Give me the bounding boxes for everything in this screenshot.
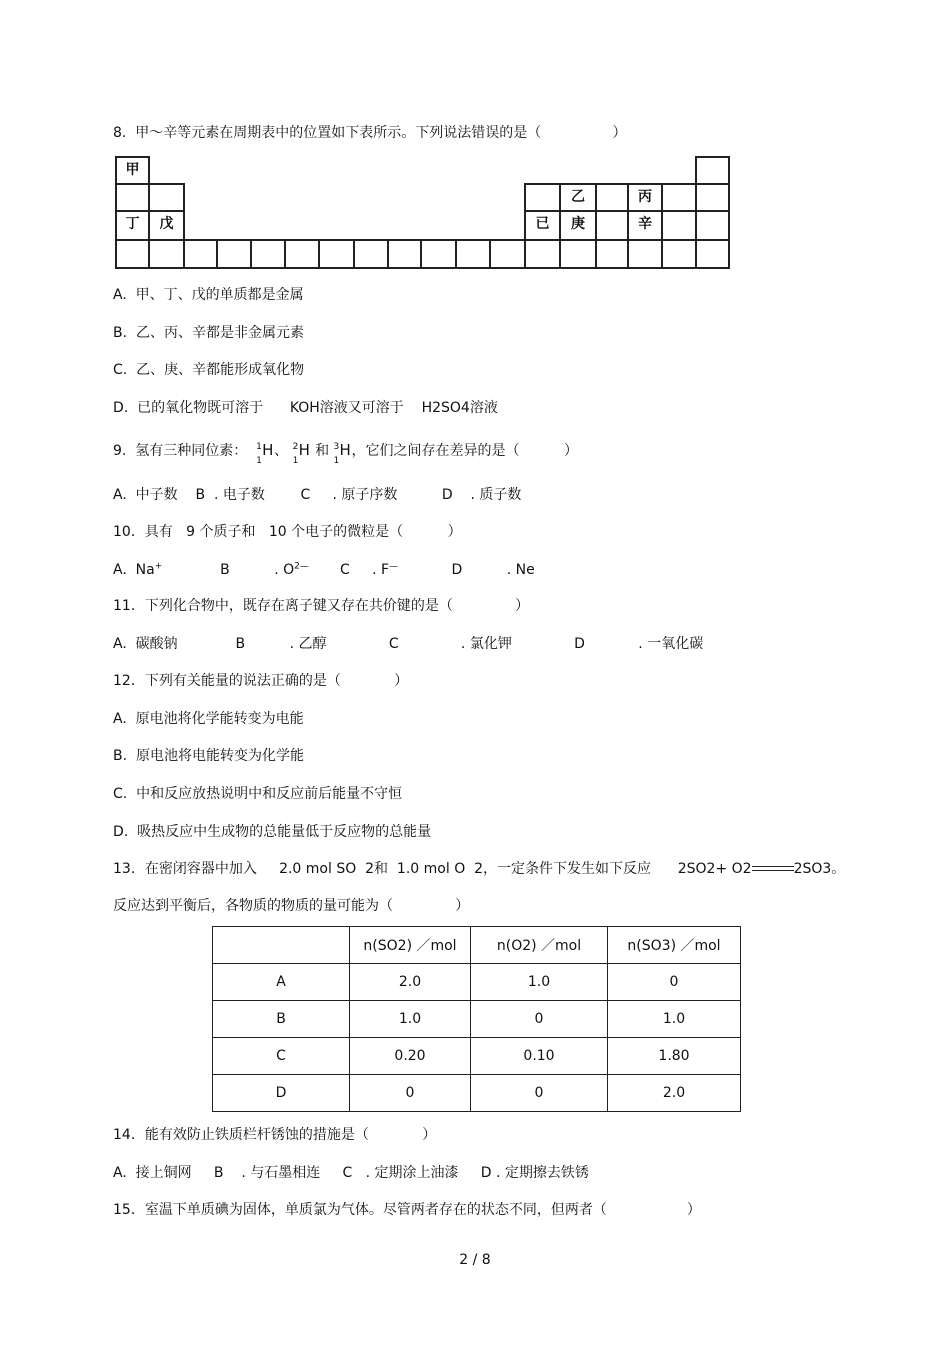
- q13-stem: [113, 860, 845, 878]
- table-cell: 2.0: [350, 964, 471, 1001]
- table-header: n(SO3) ／mol: [608, 927, 741, 964]
- table-cell: B: [213, 1001, 350, 1038]
- cell-empty: [595, 210, 629, 241]
- atomic-number: 1: [333, 456, 340, 466]
- separator: 和: [315, 443, 330, 459]
- separator: 、: [274, 443, 289, 459]
- cell-ding: 丁: [115, 210, 150, 241]
- q12-option-c: C. 中和反应放热说明中和反应前后能量不守恒: [113, 786, 403, 802]
- q13-stem-line2: 反应达到平衡后，各物质的物质的量可能为（ ）: [113, 898, 470, 914]
- table-cell: D: [213, 1075, 350, 1112]
- q14-stem: 14．能有效防止铁质栏杆锈蚀的措施是（ ）: [113, 1127, 437, 1143]
- table-cell: 0: [471, 1075, 608, 1112]
- q9-stem: [113, 441, 579, 466]
- q12-option-d: D. 吸热反应中生成物的总能量低于反应物的总能量: [113, 824, 432, 840]
- cell-empty: [559, 239, 597, 269]
- cell-empty: [695, 210, 730, 241]
- cell-empty: [695, 239, 730, 269]
- q12-option-a: A. 原电池将化学能转变为电能: [113, 711, 304, 727]
- cell-empty: [595, 239, 629, 269]
- q10-option-a: A. Na: [113, 562, 155, 578]
- table-cell: 2.0: [608, 1075, 741, 1112]
- cell-empty: [353, 239, 389, 269]
- table-row: [213, 1038, 741, 1075]
- cell-geng: 庚: [559, 210, 597, 241]
- table-cell: 1.0: [350, 1001, 471, 1038]
- cell-empty: [455, 239, 491, 269]
- cell-empty: [250, 239, 286, 269]
- element-symbol: H: [262, 441, 274, 459]
- mass-number: 3: [333, 442, 340, 452]
- q12-option-b: B. 原电池将电能转变为化学能: [113, 748, 304, 764]
- cell-yi: 乙: [559, 183, 597, 212]
- table-cell: 1.0: [471, 964, 608, 1001]
- table-cell: 0.20: [350, 1038, 471, 1075]
- table-cell: 0: [608, 964, 741, 1001]
- table-cell: 0.10: [471, 1038, 608, 1075]
- q8-option-a: A. 甲、丁、戊的单质都是金属: [113, 287, 304, 303]
- mass-number: 2: [292, 442, 299, 452]
- page-number: 2 / 8: [459, 1252, 491, 1268]
- cell-empty: [183, 239, 218, 269]
- cell-empty: [148, 239, 185, 269]
- equilibrium-arrow-icon: [752, 864, 794, 874]
- table-row: [213, 1075, 741, 1112]
- table-header: n(SO2) ／mol: [350, 927, 471, 964]
- cell-empty: [661, 183, 697, 212]
- q10-options: [113, 561, 535, 579]
- table-header: n(O2) ／mol: [471, 927, 608, 964]
- mass-number: 1: [256, 442, 262, 452]
- cell-ji: 已: [524, 210, 561, 241]
- cell-empty: [489, 239, 526, 269]
- q14-options: A. 接上铜网 B . 与石墨相连 C . 定期涂上油漆 D . 定期擦去铁锈: [113, 1165, 589, 1181]
- cell-empty: [387, 239, 422, 269]
- isotope-3: [333, 441, 352, 466]
- cell-empty: [695, 183, 730, 212]
- element-symbol: H: [298, 441, 310, 459]
- cell-empty: [661, 210, 697, 241]
- cell-empty: [524, 183, 561, 212]
- cell-empty: [695, 156, 730, 185]
- cell-empty: [661, 239, 697, 269]
- q8-option-b: B. 乙、丙、辛都是非金属元素: [113, 325, 304, 341]
- q15-stem: 15．室温下单质碘为固体，单质氯为气体。尽管两者存在的状态不同，但两者（ ）: [113, 1202, 701, 1218]
- q12-stem: 12．下列有关能量的说法正确的是（ ）: [113, 673, 409, 689]
- cell-empty: [318, 239, 355, 269]
- cell-jia: 甲: [115, 156, 150, 185]
- table-row: [213, 1001, 741, 1038]
- cell-empty: [216, 239, 252, 269]
- cell-empty: [524, 239, 561, 269]
- q8-stem: 8. 甲～辛等元素在周期表中的位置如下表所示。下列说法错误的是（ ）: [113, 125, 627, 141]
- table-header-row: [213, 927, 741, 964]
- cell-empty: [595, 183, 629, 212]
- cell-empty: [115, 239, 150, 269]
- q8-option-d: D. 已的氧化物既可溶于 KOH溶液又可溶于 H2SO4溶液: [113, 400, 498, 416]
- cell-empty: [284, 239, 320, 269]
- q9-options: A. 中子数 B . 电子数 C . 原子序数 D . 质子数: [113, 487, 522, 503]
- cell-empty: [627, 239, 663, 269]
- charge: —: [389, 561, 399, 572]
- table-cell: 1.0: [608, 1001, 741, 1038]
- cell-wu: 戊: [148, 210, 185, 241]
- isotope-1: [256, 441, 274, 466]
- atomic-number: 1: [256, 456, 262, 466]
- table-cell: 0: [471, 1001, 608, 1038]
- charge: 2—: [294, 561, 309, 572]
- q9-suffix: ，它们之间存在差异的是（ ）: [351, 443, 579, 459]
- cell-empty: [420, 239, 457, 269]
- q10-option-c: C . F: [308, 562, 390, 578]
- table-cell: C: [213, 1038, 350, 1075]
- q10-stem: 10．具有 9 个质子和 10 个电子的微粒是（ ）: [113, 524, 462, 540]
- cell-empty: [148, 183, 185, 212]
- q11-options: A. 碳酸钠 B . 乙醇 C . 氯化钾 D . 一氧化碳: [113, 636, 704, 652]
- q11-stem: 11．下列化合物中，既存在离子键又存在共价键的是（ ）: [113, 598, 530, 614]
- charge: +: [154, 561, 163, 572]
- cell-empty: [115, 183, 150, 212]
- table-row: [213, 964, 741, 1001]
- isotope-2: [292, 441, 311, 466]
- q8-option-c: C. 乙、庚、辛都能形成氧化物: [113, 362, 305, 378]
- q13-stem-text: 13．在密闭容器中加入 2.0 mol SO 2和 1.0 mol O 2，一定条件下发生如下反应 2SO2+ O2: [113, 861, 752, 877]
- q10-option-b: B . O: [162, 562, 295, 578]
- q13-product: 2SO3。: [793, 861, 846, 877]
- table-cell: 0: [350, 1075, 471, 1112]
- atomic-number: 1: [292, 456, 299, 466]
- cell-bing: 丙: [627, 183, 663, 212]
- table-header: [213, 927, 350, 964]
- q13-table: [212, 926, 741, 1112]
- q10-option-d: D . Ne: [398, 562, 535, 578]
- cell-xin: 辛: [627, 210, 663, 241]
- q9-prefix: 9. 氢有三种同位素：: [113, 443, 257, 459]
- table-cell: 1.80: [608, 1038, 741, 1075]
- element-symbol: H: [339, 441, 351, 459]
- table-cell: A: [213, 964, 350, 1001]
